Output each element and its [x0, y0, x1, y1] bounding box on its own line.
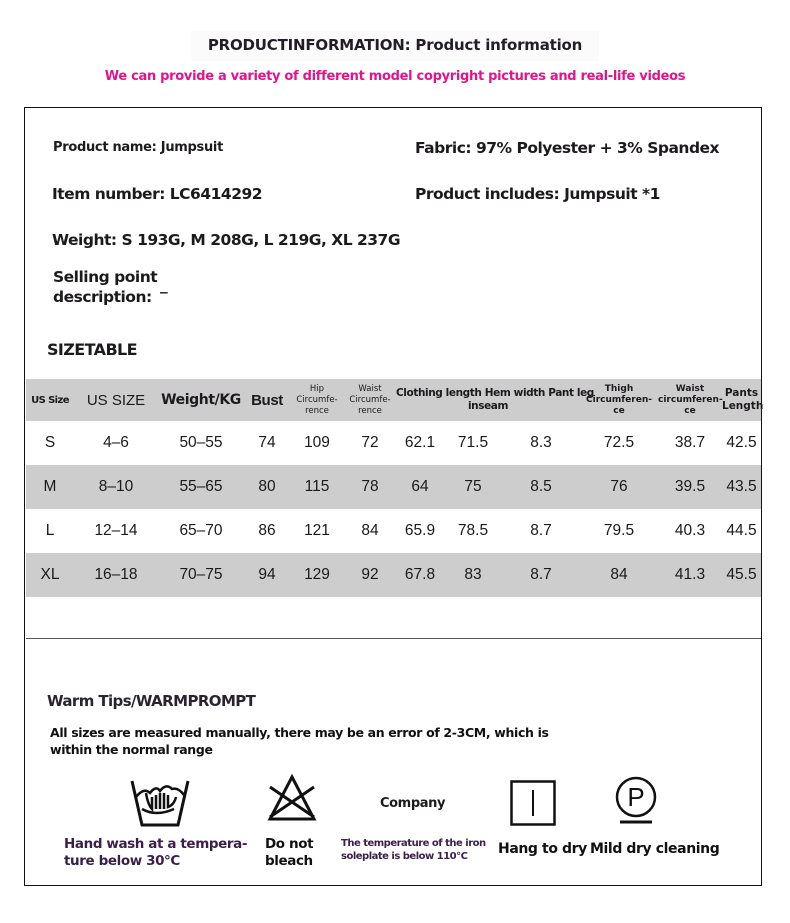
cell-hem-width: 78.5 — [457, 522, 489, 539]
mild-dry-clean-glyph: P — [627, 782, 645, 812]
cell-pants-length: 43.5 — [726, 478, 757, 495]
cell-inseam: 8.5 — [530, 478, 552, 495]
cell-clothing-length: 62.1 — [404, 434, 436, 451]
cell-us: 4–6 — [103, 434, 129, 451]
cell-inseam: 8.3 — [530, 434, 552, 451]
header-hem-width: Hem width — [484, 387, 545, 399]
table-row — [26, 421, 761, 465]
header-us-size-small: US Size — [31, 394, 69, 406]
cell-inseam: 8.7 — [530, 566, 552, 583]
no-bleach-icon — [266, 773, 318, 823]
header-hip — [290, 379, 344, 421]
header-clothing-length: Clothing length — [396, 387, 482, 399]
mild-dry-clean-icon — [612, 776, 660, 826]
warm-tips-title: Warm Tips/WARMPROMPT — [47, 692, 256, 710]
cell-size: L — [45, 522, 55, 539]
size-table-header — [26, 379, 761, 421]
header-pants-length-line-2: Length — [722, 400, 764, 412]
header-waist-line-3: rence — [358, 405, 382, 416]
hand-wash-label-line-2: ture below 30°C — [64, 853, 180, 869]
cell-waist: 72 — [361, 434, 379, 451]
header-us-size: US SIZE — [86, 391, 146, 409]
cell-waist-circ: 41.3 — [674, 566, 706, 583]
cell-waist: 92 — [361, 566, 379, 583]
table-row — [26, 509, 761, 553]
selling-point-label — [53, 267, 157, 307]
header-waist-line-1: Waist — [358, 383, 382, 394]
cell-size: XL — [40, 566, 60, 583]
header-thigh — [580, 379, 658, 421]
fabric: Fabric: 97% Polyester + 3% Spandex — [415, 139, 720, 157]
cell-inseam: 8.7 — [530, 522, 552, 539]
cell-clothing-length: 65.9 — [404, 522, 436, 539]
cell-hem-width: 83 — [464, 566, 482, 583]
cell-hip: 129 — [304, 566, 330, 583]
page-subtitle: We can provide a variety of different model copyright pictures and real-life videos — [104, 69, 686, 84]
cell-hip: 109 — [304, 434, 330, 451]
header-waist-c-line-1: Waist — [675, 383, 705, 394]
hand-wash-label-line-1: Hand wash at a tempera- — [64, 836, 248, 852]
cell-hem-width: 71.5 — [457, 434, 489, 451]
header-title-bar — [191, 31, 599, 61]
cell-thigh: 79.5 — [603, 522, 635, 539]
product-includes: Product includes: Jumpsuit *1 — [415, 185, 660, 203]
cell-weight: 50–55 — [179, 434, 223, 451]
hang-dry-icon — [510, 780, 556, 826]
iron-label-line-1: The temperature of the iron — [341, 838, 486, 849]
header-pants-length-line-1: Pants — [724, 387, 759, 399]
cell-us: 12–14 — [94, 522, 138, 539]
size-table — [26, 379, 764, 647]
header-waist-circumference — [658, 379, 722, 421]
cell-thigh: 84 — [610, 566, 628, 583]
header-weight: Weight/KG — [161, 392, 241, 408]
item-number: Item number: LC6414292 — [52, 185, 263, 203]
product-weight: Weight: S 193G, M 208G, L 219G, XL 237G — [52, 231, 401, 249]
cell-bust: 86 — [258, 522, 276, 539]
cell-pants-length: 45.5 — [726, 566, 757, 583]
header-bust: Bust — [251, 391, 283, 409]
header-length-group — [396, 379, 594, 421]
table-row — [26, 553, 761, 597]
header-thigh-line-1: Thigh — [604, 383, 634, 394]
hand-wash-icon — [128, 775, 192, 831]
cell-thigh: 76 — [610, 478, 628, 495]
cell-size: S — [44, 434, 56, 451]
header-waist-line-2: Circumfe- — [349, 394, 391, 405]
selling-point-value: _ — [160, 276, 168, 294]
size-table-label: SIZETABLE — [47, 340, 137, 359]
iron-label — [341, 837, 486, 863]
header-pant-leg: Pant leg — [548, 387, 594, 399]
header-inseam: inseam — [467, 400, 509, 412]
warm-tips-text: All sizes are measured manually, there may be an error of 2-3CM, which is within the normal range — [50, 725, 549, 757]
header-waist-c-line-2: circumferen- — [658, 394, 723, 405]
cell-bust: 80 — [258, 478, 276, 495]
header-thigh-line-3: ce — [613, 405, 625, 416]
selling-point-label-line-1: Selling point — [53, 268, 158, 286]
product-name: Product name: Jumpsuit — [53, 140, 223, 155]
cell-weight: 70–75 — [179, 566, 223, 583]
cell-thigh: 72.5 — [603, 434, 635, 451]
filler-cell — [26, 597, 761, 647]
cell-waist-circ: 40.3 — [674, 522, 706, 539]
header-hip-line-2: Circumfe- — [296, 394, 338, 405]
header-hip-line-1: Hip — [309, 383, 325, 394]
header-waist — [344, 379, 396, 421]
cell-size: M — [43, 478, 57, 495]
cell-waist-circ: 38.7 — [674, 434, 706, 451]
no-bleach-label-line-2: bleach — [265, 853, 313, 869]
cell-hip: 115 — [304, 478, 330, 495]
section-divider — [26, 638, 761, 639]
cell-us: 8–10 — [98, 478, 134, 495]
cell-waist-circ: 39.5 — [674, 478, 706, 495]
cell-waist: 78 — [361, 478, 379, 495]
cell-weight: 55–65 — [179, 478, 223, 495]
header-pants-length — [722, 379, 764, 421]
cell-us: 16–18 — [94, 566, 138, 583]
header-waist-c-line-3: ce — [684, 405, 696, 416]
cell-pants-length: 42.5 — [726, 434, 757, 451]
cell-clothing-length: 64 — [411, 478, 429, 495]
cell-hem-width: 75 — [464, 478, 482, 495]
header-hip-line-3: rence — [305, 405, 329, 416]
no-bleach-label — [265, 836, 313, 870]
hand-wash-label — [64, 836, 247, 870]
cell-bust: 74 — [258, 434, 276, 451]
mild-dry-clean-label: Mild dry cleaning — [590, 841, 720, 857]
cell-hip: 121 — [304, 522, 330, 539]
no-bleach-label-line-1: Do not — [265, 836, 314, 852]
selling-point-label-line-2: description: — [53, 288, 152, 306]
iron-label-line-2: soleplate is below 110°C — [341, 851, 468, 862]
cell-weight: 65–70 — [179, 522, 223, 539]
iron-icon — [370, 776, 454, 796]
cell-clothing-length: 67.8 — [404, 566, 436, 583]
iron-caption: Company — [380, 796, 446, 811]
header-thigh-line-2: Circumferen- — [586, 394, 652, 405]
table-row — [26, 465, 761, 509]
table-filler-row — [26, 597, 761, 647]
cell-pants-length: 44.5 — [726, 522, 757, 539]
hang-dry-label: Hang to dry — [498, 841, 587, 857]
cell-bust: 94 — [258, 566, 276, 583]
page-title: PRODUCTINFORMATION: Product information — [207, 36, 583, 54]
header-length-line-1 — [396, 387, 594, 400]
cell-waist: 84 — [361, 522, 379, 539]
